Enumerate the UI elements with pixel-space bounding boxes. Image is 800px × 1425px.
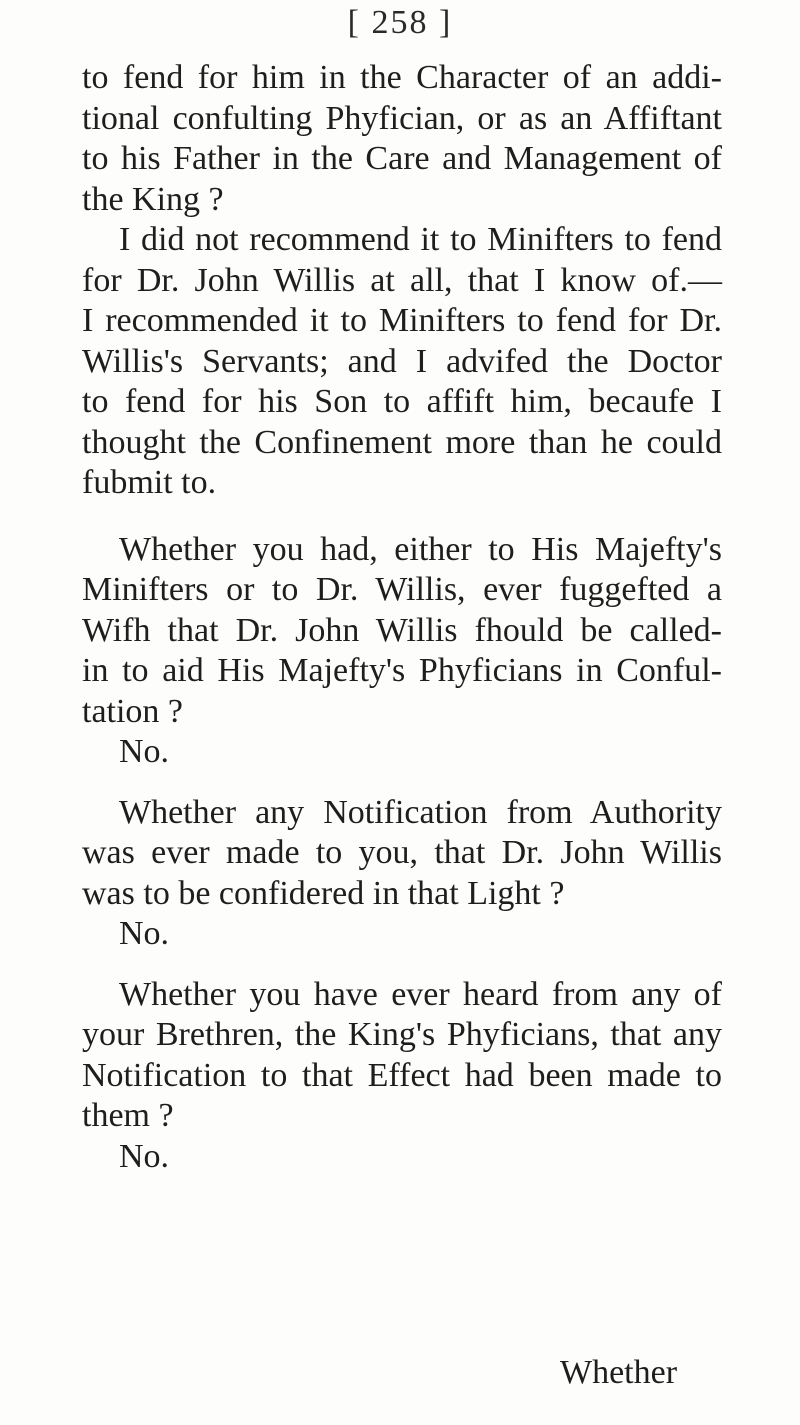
answer-text: No. [119,1137,170,1175]
question-line: them ? [82,1097,174,1134]
text-line: for Dr. John Willis at all, that I know of.— [82,261,722,299]
question-line: was to be confidered in that Light ? [82,874,565,912]
question-line: was ever made to you, that Dr. John Willis [82,834,722,871]
answer-text: No. [119,915,170,952]
text-line: fubmit to. [82,464,217,501]
question-line: Whether any Notification from Authority [119,793,722,831]
question-line: in to aid His Majefty's Phyficians in Conful- [82,652,722,689]
question-line: tation ? [82,692,184,730]
text-line: I recommended it to Minifters to fend for Dr. [82,302,722,339]
question-line: Minifters or to Dr. Willis, ever fuggefted a [82,571,722,608]
body-text [82,58,722,1177]
answer-text: No. [119,733,170,770]
paragraph-gap [82,773,722,793]
paragraph-gap [82,504,722,530]
question-line: Whether you have ever heard from any of [119,975,722,1013]
question-line: Notification to that Effect had been made to [82,1056,722,1094]
catchword: Whether [560,1354,678,1391]
question-line: your Brethren, the King's Phyficians, that any [82,1016,722,1053]
text-line: Willis's Servants; and I advifed the Doctor [82,342,722,380]
text-line: to fend for his Son to affift him, becaufe I [82,383,722,420]
text-line: thought the Confinement more than he could [82,423,722,461]
paragraph-gap [82,955,722,975]
page-number: [ 258 ] [347,4,453,41]
text-line: the King ? [82,180,224,218]
text-line: to fend for him in the Character of an addi- [82,59,722,96]
text-line: to his Father in the Care and Management of [82,140,722,177]
text-line: tional confulting Phyfician, or as an Affiftant [82,99,722,137]
question-line: Whether you had, either to His Majefty's [119,530,722,568]
question-line: Wifh that Dr. John Willis fhould be called- [82,611,722,649]
text-line: I did not recommend it to Minifters to fend [119,221,722,258]
